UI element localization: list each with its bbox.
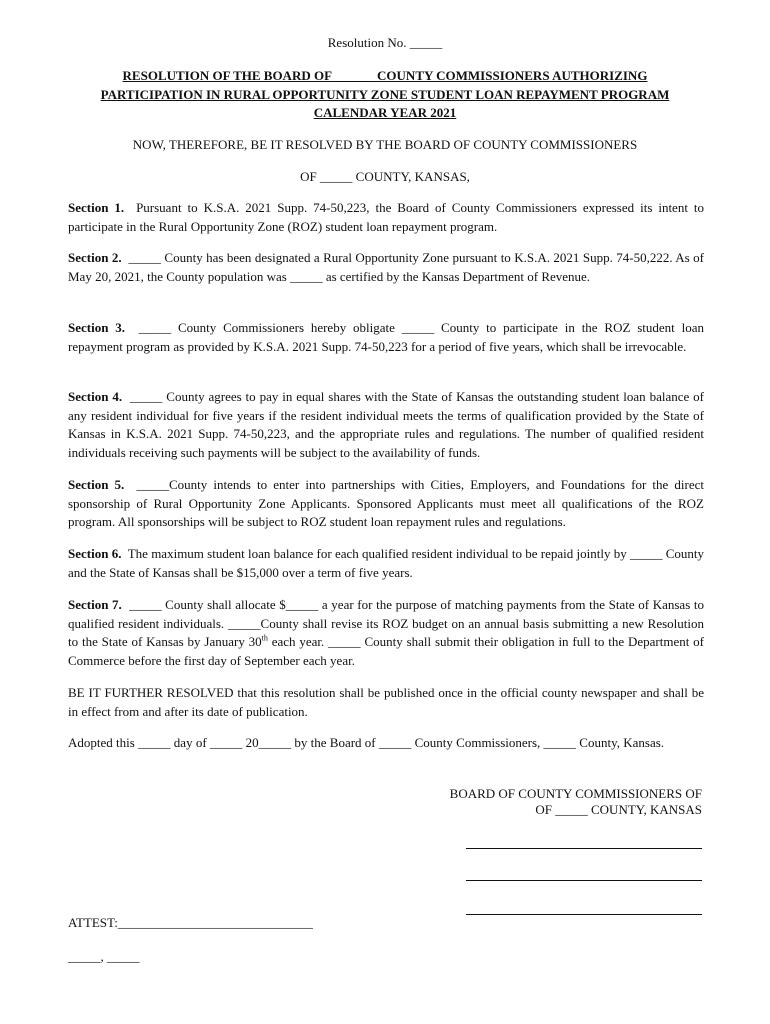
preamble-line-1: NOW, THEREFORE, BE IT RESOLVED BY THE BOARD OF COUNTY COMMISSIONERS [132,137,638,152]
board-signature-heading-1: BOARD OF COUNTY COMMISSIONERS OF [449,786,702,801]
section-label: Section 3. [68,320,126,335]
section-label: Section 7. [68,597,122,612]
further-resolved: BE IT FURTHER RESOLVED that this resolution shall be published once in the official county newspaper and shall be in effect from and after its date of publication. [68,685,704,719]
resolution-number: Resolution No. _____ [327,35,443,50]
section-4 [68,388,704,462]
attest-line: ATTEST:______________________________ [68,915,313,930]
section-label: Section 2. [68,250,122,265]
title-line-2: PARTICIPATION IN RURAL OPPORTUNITY ZONE STUDENT LOAN REPAYMENT PROGRAM [100,87,670,102]
section-label: Section 5. [68,477,125,492]
section-text: _____ County agrees to pay in equal shares with the State of Kansas the outstanding student loan balance of any resident individual for five years if the resident individual meets the terms of qualification provided by the State of Kansas in K.S.A. 2021 Supp. 74-50,223, and the appropriate rules and regulations. The number of qualified resident individuals receiving such payments will be subject to the availability of funds. [68,389,704,460]
section-label: Section 4. [68,389,123,404]
board-signature-heading-2: OF _____ COUNTY, KANSAS [535,802,702,817]
section-text: The maximum student loan balance for each qualified resident individual to be repaid jointly by _____ County and the State of Kansas shall be $15,000 over a term of five years. [68,546,704,580]
section-3 [68,319,704,356]
section-label: Section 6. [68,546,122,561]
attest-name-blank: _____, _____ [68,949,140,964]
title-line-1: RESOLUTION OF THE BOARD OF ______ COUNTY COMMISSIONERS AUTHORIZING [122,68,648,83]
section-1 [68,199,704,236]
section-text: _____ County has been designated a Rural Opportunity Zone pursuant to K.S.A. 2021 Supp. 74-50,222. As of May 20, 2021, the County population was _____ as certified by the Kansas Department of Revenue. [68,250,704,284]
section-7 [68,596,704,670]
title-line-3: CALENDAR YEAR 2021 [313,105,457,120]
section-5 [68,476,704,532]
superscript-th: th [261,633,268,643]
section-text-a: _____ County shall allocate $_____ a year for the purpose of matching payments from the State of Kansas to qualified resident individuals. _____County shall revise its ROZ budget on an annual basis submitting a new Resolution to the State of Kansas by January 30 [68,597,704,649]
section-text: _____ County Commissioners hereby obligate _____ County to participate in the ROZ student loan repayment program as provided by K.S.A. 2021 Supp. 74-50,223 for a period of five years, which shall be irrevocable. [68,320,704,354]
signature-line [466,848,702,849]
section-text: _____County intends to enter into partnerships with Cities, Employers, and Foundations for the direct sponsorship of Rural Opportunity Zone Applicants. Sponsored Applicants must meet all qualifications of the ROZ program. All sponsorships will be subject to ROZ student loan repayment rules and regulations. [68,477,704,529]
section-text: Pursuant to K.S.A. 2021 Supp. 74-50,223, the Board of County Commissioners expressed its intent to participate in the Rural Opportunity Zone (ROZ) student loan repayment program. [68,200,704,234]
adopted-clause: Adopted this _____ day of _____ 20_____ by the Board of _____ County Commissioners, _____ County, Kansas. [68,735,665,750]
preamble-line-2: OF _____ COUNTY, KANSAS, [300,169,470,184]
signature-line [466,914,702,915]
section-text-b: each year. _____ County shall submit their obligation in full to the Department of Commerce before the first day of September each year. [68,634,704,668]
section-2 [68,249,704,286]
section-6 [68,545,704,582]
section-label: Section 1. [68,200,125,215]
signature-line [466,880,702,881]
